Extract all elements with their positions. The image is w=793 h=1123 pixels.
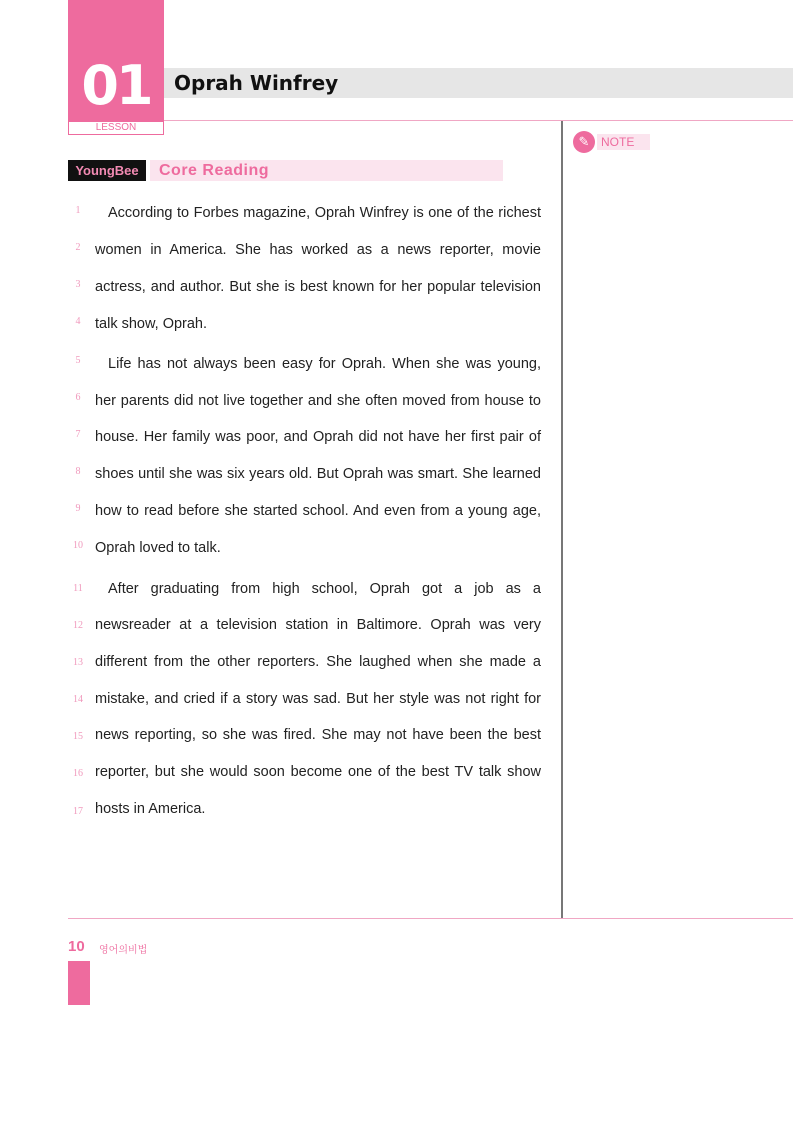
line-number: 16 [73,768,83,779]
line-number: 7 [75,429,81,440]
line-number: 17 [73,806,83,817]
lesson-label: LESSON [68,121,164,135]
passage-line: talk show, Oprah. [95,316,208,332]
passage-line: After graduating from high school, Oprah got a job as a [108,581,541,597]
line-number: 12 [73,620,83,631]
line-number: 11 [73,583,83,594]
passage-line: news reporting, so she was fired. She may not have been the best [95,727,541,743]
passage-line: different from the other reporters. She laughed when she made a [95,654,541,670]
passage-line: women in America. She has worked as a news reporter, movie [95,242,541,258]
pen-icon: ✎ [573,131,595,153]
line-number: 5 [75,355,81,366]
passage-line: Oprah loved to talk. [95,540,221,556]
passage-line: house. Her family was poor, and Oprah did not have her first pair of [95,429,541,445]
line-number: 6 [75,392,81,403]
title-band [164,68,793,98]
passage-line: her parents did not live together and she often moved from house to [95,393,541,409]
passage-line: reporter, but she would soon become one of the best TV talk show [95,764,541,780]
passage-line: According to Forbes magazine, Oprah Winfrey is one of the richest [108,205,541,221]
line-number: 3 [75,279,81,290]
note-label: NOTE [597,134,650,150]
line-number: 14 [73,694,83,705]
page-tab [68,961,90,1005]
passage-line: mistake, and cried if a story was sad. But her style was not right for [95,691,541,707]
line-number: 15 [73,731,83,742]
passage-line: how to read before she started school. And even from a young age, [95,503,541,519]
section-title: Core Reading [159,162,270,179]
passage-line: shoes until she was six years old. But Oprah was smart. She learned [95,466,541,482]
passage-line: Life has not always been easy for Oprah. When she was young, [108,356,541,372]
passage-line: hosts in America. [95,801,206,817]
line-number: 10 [73,540,83,551]
page-title: Oprah Winfrey [174,71,339,95]
header-rule [164,120,793,121]
section-bar [150,160,503,181]
column-divider [561,121,563,919]
lesson-number: 01 [81,54,151,117]
page-number: 10 [68,938,85,955]
passage-line: actress, and author. But she is best known for her popular television [95,279,541,295]
line-number: 2 [75,242,81,253]
lesson-block [68,0,164,121]
youngbee-badge: YoungBee [68,160,146,181]
line-number: 13 [73,657,83,668]
line-number: 4 [75,316,81,327]
footer-rule [68,918,793,919]
line-number: 1 [75,205,81,216]
passage-line: newsreader at a television station in Baltimore. Oprah was very [95,617,541,633]
book-name: 영어의비법 [99,945,148,956]
line-number: 9 [75,503,81,514]
line-number: 8 [75,466,81,477]
